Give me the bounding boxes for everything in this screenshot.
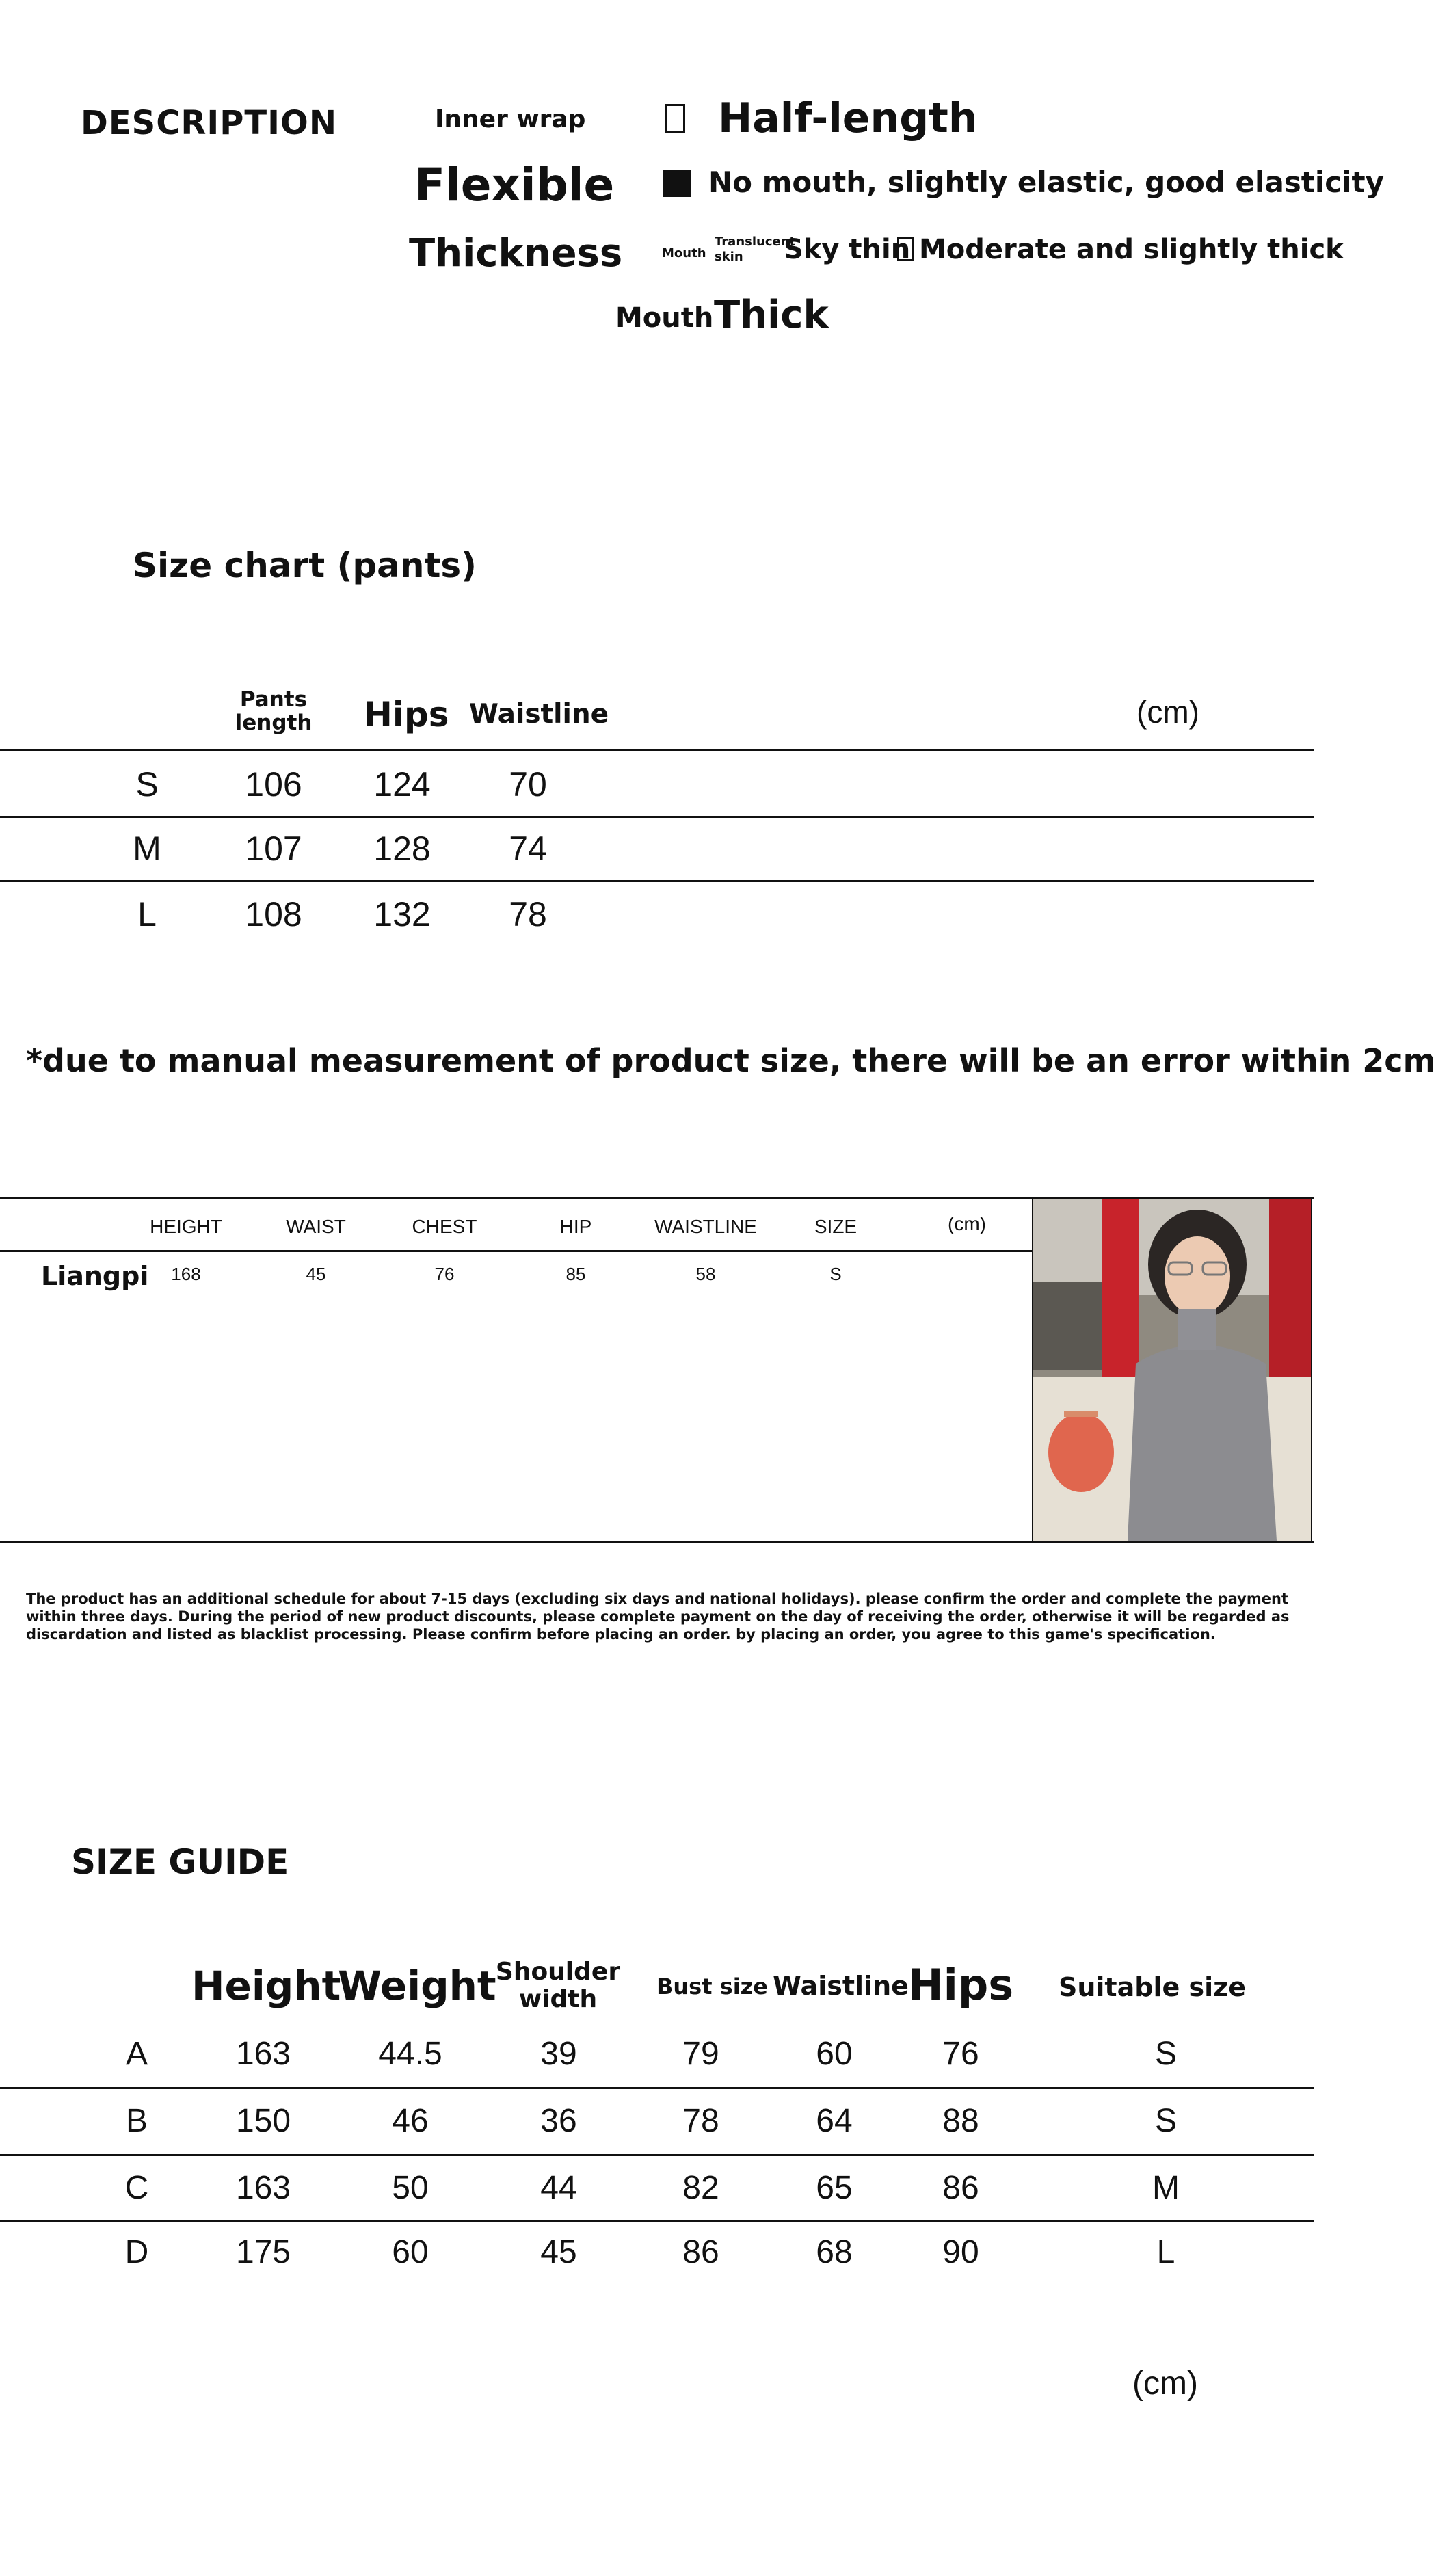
order-disclaimer: The product has an additional schedule for about 7-15 days (excluding six days and national holidays). please confirm the order and complete the payment within three days. During the period of new product discounts, please complete payment on the day of receiving the order, otherwise it will be regarded as discardation and listed as blacklist processing. Please confirm before placing an order. by placing an order, you agree to this game's specification. [26, 1591, 1290, 1643]
pants-cell: 107 [245, 829, 302, 868]
guide-header-waistline: Waistline [773, 1971, 909, 2001]
guide-cell: M [1152, 2170, 1180, 2206]
mouth-value: Thick [714, 293, 829, 337]
model-unit: (cm) [948, 1213, 986, 1234]
pants-cell: 124 [373, 765, 431, 804]
guide-cell: S [1154, 2103, 1177, 2139]
thickness-translucent-small: Translucent skin [715, 235, 796, 264]
guide-cell: 88 [942, 2103, 979, 2139]
guide-cell: 150 [235, 2103, 291, 2139]
guide-header-shoulder: Shoulder width [495, 1958, 621, 2013]
guide-cell: 65 [816, 2170, 853, 2206]
inner-wrap-value: Half-length [718, 94, 978, 142]
model-header: HIP [559, 1216, 592, 1237]
model-header: HEIGHT [150, 1216, 222, 1237]
guide-cell: 44 [540, 2170, 577, 2206]
guide-cell: 64 [816, 2103, 853, 2139]
pants-header-hips: Hips [364, 695, 449, 734]
guide-row-id: B [125, 2103, 148, 2139]
mouth-label: Mouth [615, 302, 714, 334]
guide-header-hips: Hips [907, 1960, 1014, 2010]
guide-cell: 175 [235, 2234, 291, 2270]
model-header: WAISTLINE [654, 1216, 757, 1237]
guide-cell: 86 [942, 2170, 979, 2206]
inner-wrap-label: Inner wrap [435, 105, 586, 133]
pants-header-waistline: Waistline [469, 699, 609, 730]
guide-cell: 68 [816, 2234, 853, 2270]
guide-header-bust: Bust size [656, 1974, 768, 2000]
guide-cell: 50 [392, 2170, 429, 2206]
guide-cell: 60 [392, 2234, 429, 2270]
pants-size-l: L [137, 895, 157, 933]
model-value: 168 [171, 1264, 201, 1284]
guide-divider [0, 2154, 1314, 2156]
model-header: WAIST [286, 1216, 346, 1237]
filled-square-icon [663, 170, 691, 197]
model-value: S [829, 1264, 842, 1284]
guide-cell: S [1154, 2036, 1177, 2072]
guide-cell: L [1156, 2234, 1175, 2270]
empty-box-icon [897, 237, 914, 261]
description-heading: DESCRIPTION [81, 104, 338, 142]
guide-header-weight: Weight [338, 1963, 496, 2009]
model-value: 76 [434, 1264, 455, 1284]
guide-row-id: C [124, 2170, 149, 2206]
guide-header-height: Height [191, 1963, 341, 2009]
flexible-label: Flexible [414, 159, 615, 211]
guide-cell: 78 [682, 2103, 719, 2139]
model-photo-illustration [1033, 1199, 1311, 1541]
guide-divider [0, 2220, 1314, 2222]
pants-header-length: Pants length [235, 687, 313, 735]
guide-header-suitable: Suitable size [1058, 1972, 1246, 2002]
pants-cell: 74 [509, 829, 547, 868]
empty-box-icon [665, 104, 685, 133]
guide-cell: 163 [235, 2036, 291, 2072]
pants-size-m: M [133, 829, 161, 868]
model-name: Liangpi [41, 1261, 149, 1291]
pants-chart-title: Size chart (pants) [133, 546, 477, 585]
guide-row-id: D [124, 2234, 149, 2270]
model-value: 45 [306, 1264, 326, 1284]
guide-cell: 90 [942, 2234, 979, 2270]
thickness-mouth-small: Mouth [662, 246, 706, 261]
model-header: CHEST [412, 1216, 477, 1237]
flexible-value: No mouth, slightly elastic, good elasticity [708, 165, 1385, 199]
model-value: 85 [566, 1264, 586, 1284]
guide-cell: 44.5 [378, 2036, 442, 2072]
guide-cell: 163 [235, 2170, 291, 2206]
guide-cell: 45 [540, 2234, 577, 2270]
guide-cell: 76 [942, 2036, 979, 2072]
guide-cell: 86 [682, 2234, 719, 2270]
guide-cell: 46 [392, 2103, 429, 2139]
guide-cell: 39 [540, 2036, 577, 2072]
pants-cell: 70 [509, 765, 547, 804]
guide-row-id: A [125, 2036, 148, 2072]
size-guide-title: SIZE GUIDE [71, 1842, 289, 1882]
size-guide-unit: (cm) [1132, 2365, 1198, 2402]
pants-divider [0, 749, 1314, 751]
pants-cell: 106 [245, 765, 302, 804]
thickness-value-moderate: Moderate and slightly thick [919, 234, 1344, 265]
model-header-line [0, 1250, 1032, 1252]
pants-unit: (cm) [1136, 694, 1199, 730]
guide-cell: 60 [816, 2036, 853, 2072]
model-photo [1032, 1198, 1312, 1542]
thickness-label: Thickness [409, 231, 623, 276]
model-header: SIZE [814, 1216, 857, 1237]
guide-cell: 82 [682, 2170, 719, 2206]
guide-cell: 36 [540, 2103, 577, 2139]
pants-cell: 108 [245, 895, 302, 933]
guide-cell: 79 [682, 2036, 719, 2072]
pants-cell: 78 [509, 895, 547, 933]
measurement-note: *due to manual measurement of product size, there will be an error within 2cm [26, 1042, 1436, 1079]
guide-divider [0, 2087, 1314, 2089]
pants-divider [0, 880, 1314, 882]
thickness-value-thin: Sky thin [784, 234, 911, 265]
pants-size-s: S [135, 765, 159, 804]
pants-cell: 128 [373, 829, 431, 868]
model-value: 58 [695, 1264, 716, 1284]
pants-divider [0, 816, 1314, 818]
pants-cell: 132 [373, 895, 431, 933]
